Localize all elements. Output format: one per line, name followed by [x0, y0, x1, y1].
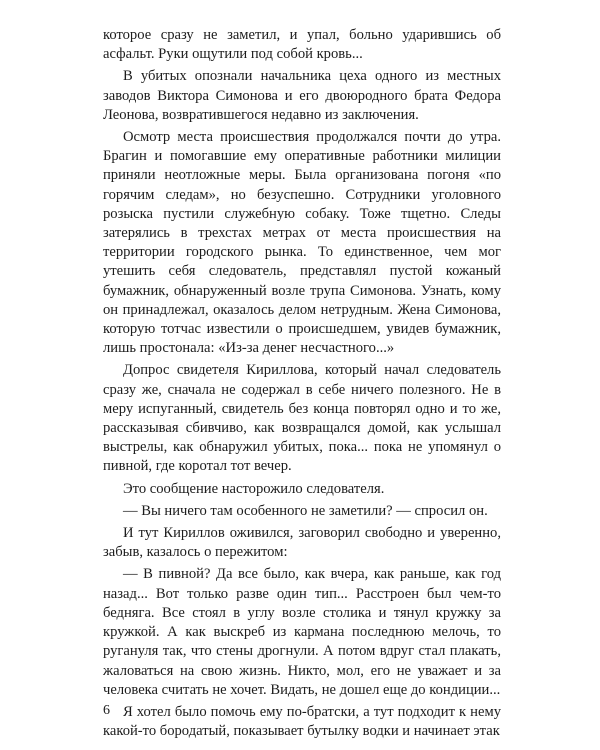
page-number: 6 — [103, 703, 110, 718]
paragraph-3: Осмотр места происшествия продолжался почти до утра. Брагин и помогавшие ему оперативные работники милиции приняли неотложные меры. Была организована погоня «по горячим следам», но безуспешно. Сотрудники уголовного розыска пустили служебную собаку. Тоже тщетно. Следы затерялись в трехстах метрах от места происшествия на территории городского рынка. То единственное, чем мог утешить себя следователь, представлял пустой кожаный бумажник, обнаруженный возле трупа Симонова. Узнать, кому он принадлежал, оказалось делом нетрудным. Жена Симонова, которую тотчас известили о происшедшем, увидев бумажник, лишь простонала: «Из-за денег несчастного...» — [103, 129, 501, 357]
paragraph-7: И тут Кириллов оживился, заговорил свободно и уверенно, забыв, казалось о пережитом: — [103, 525, 501, 561]
paragraph-6: — Вы ничего там особенного не заметили? — спросил он. — [123, 502, 488, 519]
paragraph-5: Это сообщение насторожило следователя. — [123, 480, 385, 497]
paragraph-2: В убитых опознали начальника цеха одного из местных заводов Виктора Симонова и его двоюродного брата Федора Леонова, возвратившегося недавно из заключения. — [103, 68, 501, 123]
paragraph-1: которое сразу не заметил, и упал, больно ударившись об асфальт. Руки ощутили под собой кровь... — [103, 27, 501, 63]
paragraph-4: Допрос свидетеля Кириллова, который начал следователь сразу же, сначала не содержал в себе ничего полезного. Не в меру испуганный, свидетель без конца повторял одно и то же, рассказывая сбивчиво, как возвращался домой, как услышал выстрелы, как обнаружил убитых, пока... пока не упомянул о пивной, где коротал тот вечер. — [103, 362, 501, 475]
paragraph-9: Я хотел было помочь ему по-братски, а тут подходит к нему какой-то бородатый, показывает бутылку водки и начинает этак — [103, 703, 501, 740]
page-body-text — [103, 26, 501, 744]
paragraph-8: — В пивной? Да все было, как вчера, как раньше, как год назад... Вот только разве один тип... Расстроен был чем-то бедняга. Все стоял в углу возле столика и тянул кружку за кружкой. А как выскреб из кармана последнюю мелочь, то ругануля так, что стены дрогнули. А потом вдруг стал плакать, жаловаться на свою жизнь. Никто, мол, его не уважает и за человека считать не хочет. Видать, не дошел еще до кондиции... — [103, 566, 501, 698]
